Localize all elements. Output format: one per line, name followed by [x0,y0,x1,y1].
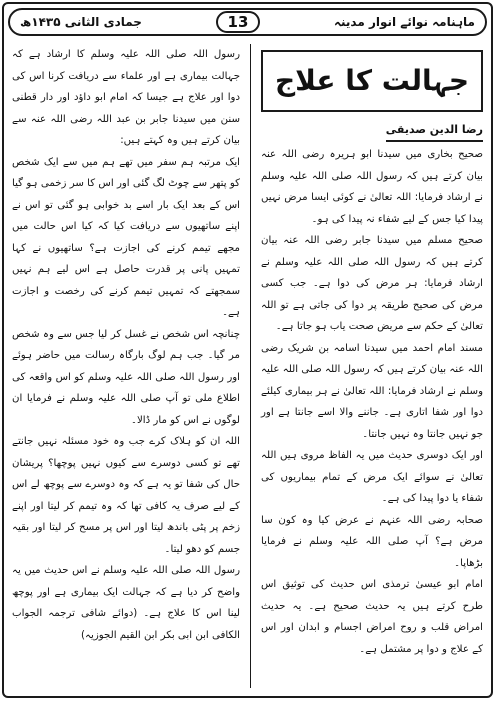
paragraph: امام ابو عیسیٰ ترمذی اس حدیث کی توثیق اس طرح کرتے ہیں یہ حدیث صحیح ہے۔ یہ حدیث امراض قلب و روح امراض اجسام و ابدان اور اس کے علاج و دوا پر مشتمل ہے۔ [261,579,483,655]
magazine-page [2,2,493,698]
paragraph: اللہ ان کو ہلاک کرے جب وہ خود مسئلہ نہیں جانتے تھے تو کسی دوسرے سے کیوں نہیں پوچھا؟ پریشان حال کی شفا تو یہ ہے کہ وہ دوسرے سے پوچھ لے اس کے لیے صرف یہ کافی تھا کہ وہ تیمم کر لیتا اور اپنے زخم پر پٹی باندھ لیتا اور اس پر مسح کر لیتا اور بقیہ جسم کو دھو لیتا۔ [12,436,240,555]
page-header [8,8,487,36]
paragraph: رسول اللہ صلی اللہ علیہ وسلم کا ارشاد ہے کہ جہالت بیماری ہے اور علماء سے دریافت کرنا اس کی دوا اور علاج ہے جیسا کہ امام ابو داؤد اور دار قطنی سنن میں سیدنا جابر بن عبد اللہ رضی اللہ عنہ سے بیان کرتے ہیں وہ کہتے ہیں: [12,49,240,146]
paragraph: صحیح مسلم میں سیدنا جابر رضی اللہ عنہ بیان کرتے ہیں کہ رسول اللہ صلی اللہ علیہ وسلم نے ارشاد فرمایا: ہر مرض کی دوا ہے۔ جب کسی مرض کی صحیح طریقہ پر دوا کی جاتی ہے تو اللہ تعالیٰ کے حکم سے مریض صحت یاب ہو جاتا ہے۔ [261,235,483,332]
paragraph: صحابہ رضی اللہ عنہم نے عرض کیا وہ کون سا مرض ہے؟ آپ صلی اللہ علیہ وسلم نے فرمایا بڑھاپا۔ [261,514,483,569]
left-column [12,44,240,690]
paragraph: مسند امام احمد میں سیدنا اسامہ بن شریک رضی اللہ عنہ بیان کرتے ہیں کہ رسول اللہ صلی اللہ علیہ وسلم نے ارشاد فرمایا: اللہ تعالیٰ نے ہر بیماری کیلئے دوا اور شفا اتاری ہے۔ جاننے والا اسے جانتا ہے اور جو نہیں جانتا وہ نہیں جانتا۔ [261,342,483,440]
paragraph: اور ایک دوسری حدیث میں یہ الفاظ مروی ہیں اللہ تعالیٰ نے سوائے ایک مرض کے تمام بیماریوں کی شفاء یا دوا پیدا کی ہے۔ [261,450,483,504]
page-number: 13 [216,11,260,33]
column-divider [250,44,251,688]
right-column [261,44,483,690]
issue-date: جمادی الثانی ۱۴۳۵ھ [20,15,142,29]
paragraph: صحیح بخاری میں سیدنا ابو ہریرہ رضی اللہ عنہ بیان کرتے ہیں کہ رسول اللہ صلی اللہ علیہ وسلم نے ارشاد فرمایا: اللہ تعالیٰ نے کوئی ایسا مرض نہیں پیدا کیا جس کے لیے شفاء نہ پیدا کی ہو۔ [261,149,483,225]
paragraph: رسول اللہ صلی اللہ علیہ وسلم نے اس حدیث میں یہ واضح کر دیا ہے کہ جہالت ایک بیماری ہے اور پوچھ لینا اس کا علاج ہے۔ (دوائے شافی ترجمہ الجواب الکافی ابن ابی بکر ابن القیم الجوزیہ) [12,565,240,641]
article-title: جہالت کا علاج [274,64,470,98]
article-title-box [261,50,483,112]
paragraph: ایک مرتبہ ہم سفر میں تھے ہم میں سے ایک شخص کو پتھر سے چوٹ لگ گئی اور اس کا سر زخمی ہو گیا اس کے بعد ایک بار اسے بد خوابی ہو گئی تو اس نے اپنے ساتھیوں سے دریافت کیا کہ کیا اس حالت میں مجھے تیمم کرنے کی اجازت ہے؟ ساتھیوں نے کہا تمہیں پانی پر قدرت حاصل ہے اس لیے ہم نہیں سمجھتے کہ تمہیں تیمم کرنے کی رخصت و اجازت ہے۔ [12,156,240,318]
article-author: رضا الدین صدیقی [386,120,483,142]
magazine-name: ماہنامہ نوائے انوار مدینہ [333,15,475,29]
paragraph: چنانچہ اس شخص نے غسل کر لیا جس سے وہ شخص مر گیا۔ جب ہم لوگ بارگاہ رسالت میں حاضر ہوئے اور رسول اللہ صلی اللہ علیہ وسلم کو اس واقعہ کی اطلاع ملی تو آپ صلی اللہ علیہ وسلم نے فرمایا ان لوگوں نے اس کو مار ڈالا۔ [12,328,240,426]
